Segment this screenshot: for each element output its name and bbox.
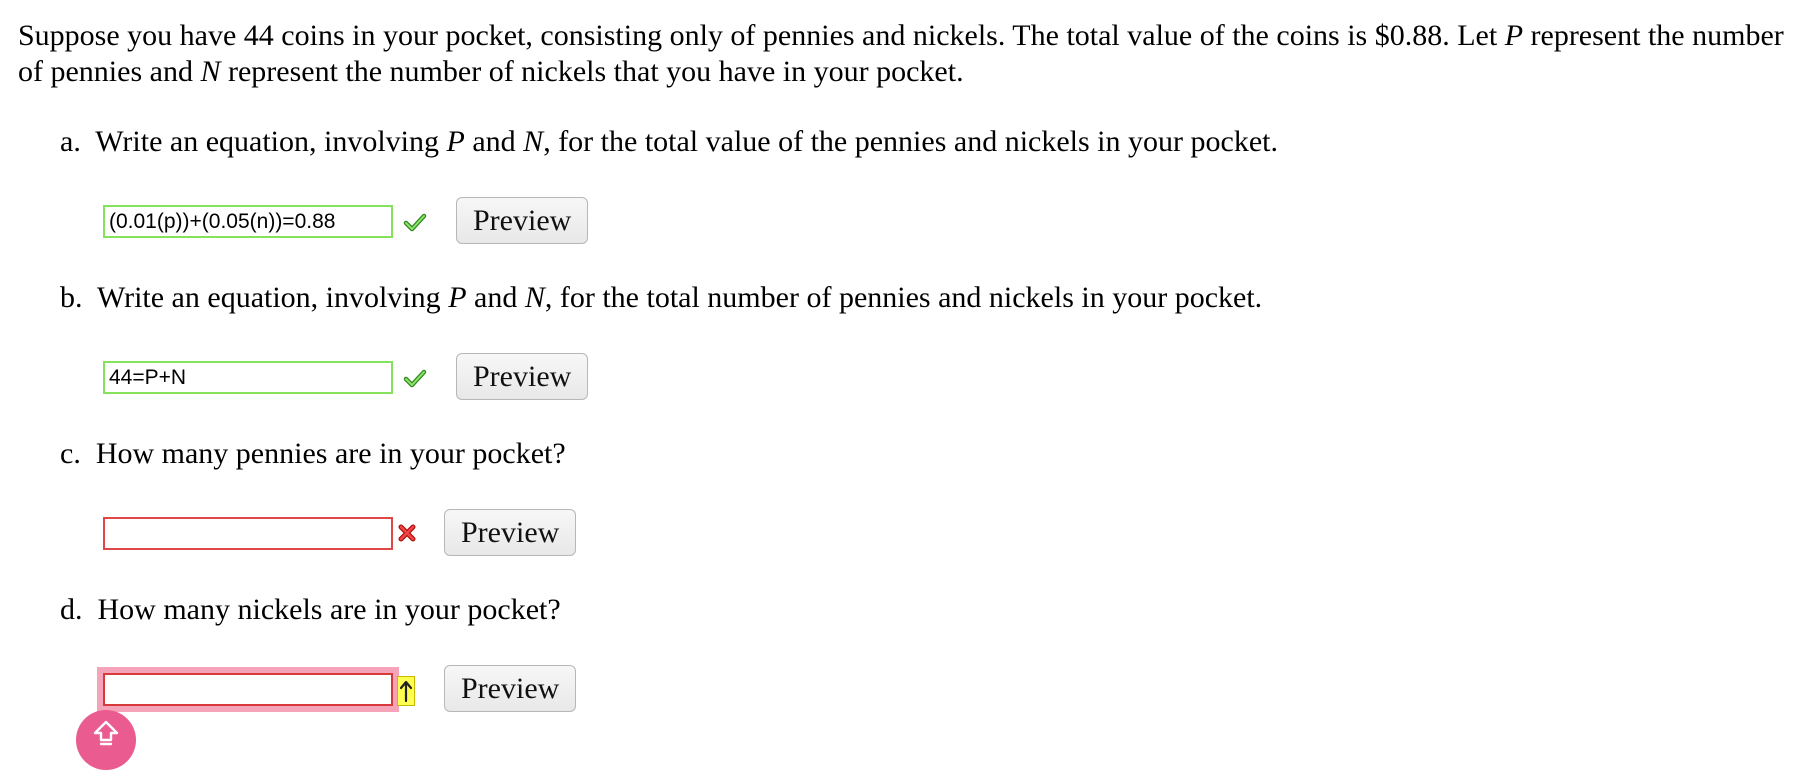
question-letter: b. xyxy=(60,281,83,314)
question-letter: a. xyxy=(60,125,81,158)
preview-button-c[interactable]: Preview xyxy=(444,509,576,556)
problem-statement xyxy=(18,18,1808,90)
question-text: and xyxy=(464,125,524,158)
question-b xyxy=(60,280,1262,316)
var-p: P xyxy=(446,125,465,158)
var-n: N xyxy=(523,125,544,158)
preview-button-a[interactable]: Preview xyxy=(456,197,588,244)
question-d xyxy=(60,592,561,628)
cross-icon xyxy=(396,522,418,544)
var-p: P xyxy=(1504,19,1524,52)
question-text: and xyxy=(466,281,525,314)
upload-icon xyxy=(92,720,120,751)
var-n: N xyxy=(524,281,545,314)
var-n: N xyxy=(200,55,221,88)
question-letter: d. xyxy=(60,593,83,626)
intro-text-2: represent the number of pennies and xyxy=(18,19,1784,88)
intro-text-3: represent the number of nickels that you have in your pocket. xyxy=(220,55,964,88)
var-p: P xyxy=(448,281,467,314)
checkmark-icon xyxy=(402,209,428,235)
question-text: How many nickels are in your pocket? xyxy=(97,593,561,626)
question-text: , for the total number of pennies and nickels in your pocket. xyxy=(544,281,1263,314)
question-letter: c. xyxy=(60,437,81,470)
up-arrow-icon xyxy=(397,676,415,706)
answer-input-d[interactable] xyxy=(103,673,393,706)
checkmark-icon xyxy=(402,365,428,391)
intro-text-1: Suppose you have 44 coins in your pocket, consisting only of pennies and nickels. The total value of the coins is $0.88. Let xyxy=(18,19,1505,52)
answer-input-b[interactable] xyxy=(103,361,393,394)
question-c xyxy=(60,436,566,472)
answer-input-c[interactable] xyxy=(103,517,393,550)
question-a xyxy=(60,124,1278,160)
question-text: , for the total value of the pennies and nickels in your pocket. xyxy=(543,125,1278,158)
question-text: How many pennies are in your pocket? xyxy=(95,437,566,470)
question-text: Write an equation, involving xyxy=(96,281,449,314)
preview-button-d[interactable]: Preview xyxy=(444,665,576,712)
preview-button-b[interactable]: Preview xyxy=(456,353,588,400)
answer-input-a[interactable] xyxy=(103,205,393,238)
question-text: Write an equation, involving xyxy=(95,125,447,158)
upload-fab-button[interactable] xyxy=(76,710,136,770)
